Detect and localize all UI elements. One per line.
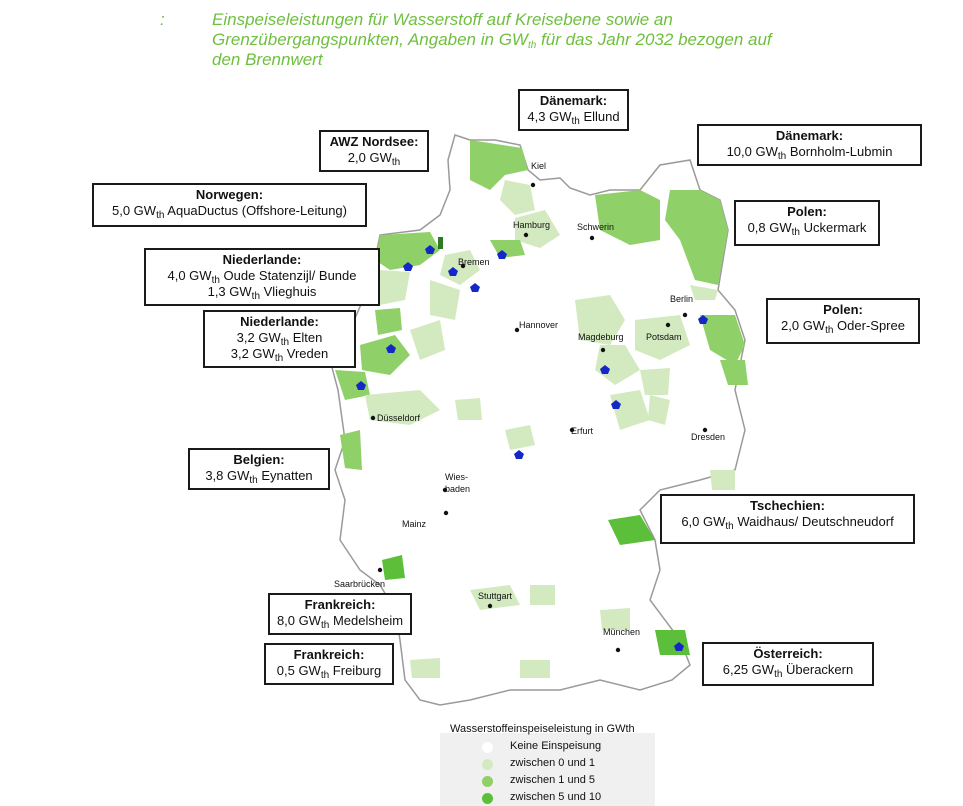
district-bavaria-south	[520, 660, 550, 678]
legend-swatch	[482, 776, 493, 787]
city-label-erfurt: Erfurt	[571, 426, 594, 436]
box-point: Eynatten	[257, 468, 313, 483]
caption-line-2-post: für das Jahr 2032 bezogen auf	[536, 30, 772, 49]
box-country: Frankreich:	[293, 647, 365, 662]
box-norwegen	[92, 183, 367, 227]
box-point: Ellund	[579, 109, 620, 124]
city-dot-hamburg	[524, 233, 528, 237]
box-country: Dänemark:	[539, 93, 608, 108]
box-value: 2,0 GW	[781, 318, 826, 333]
box-unit-sub: th	[211, 275, 220, 286]
box-point: Medelsheim	[329, 613, 404, 628]
box-unit-sub: th	[156, 210, 165, 221]
box-unit-sub: th	[791, 227, 800, 238]
box-point: Uckermark	[799, 220, 867, 235]
legend	[470, 738, 601, 806]
district-ueberackern	[655, 630, 690, 655]
city-dot-saarbruecken	[378, 568, 382, 572]
city-label-duesseldorf: Düsseldorf	[377, 413, 421, 423]
city-dot-stuttgart	[488, 604, 492, 608]
box-country: Niederlande:	[240, 314, 319, 329]
caption-line-2-sub: th	[527, 40, 537, 51]
district-sauerland	[455, 398, 482, 420]
legend-swatch	[482, 793, 493, 804]
legend-label: Keine Einspeisung	[510, 740, 602, 752]
box-value: 5,0 GW	[111, 203, 157, 218]
awz-nordsee-marker	[438, 237, 443, 249]
box-country: Polen:	[787, 204, 827, 219]
box-value: 0,8 GW	[747, 220, 792, 235]
city-label-berlin: Berlin	[670, 294, 694, 304]
city-label-schwerin: Schwerin	[577, 222, 615, 232]
box-value: 2,0 GW	[347, 150, 392, 165]
box-value: 0,5 GW	[276, 663, 321, 678]
box-oesterreich	[702, 642, 874, 686]
box-frankreich-medelsheim	[268, 593, 412, 635]
box-point: Freiburg	[329, 663, 382, 678]
legend-label: zwischen 0 und 1	[510, 757, 595, 769]
box-unit-sub: th	[320, 670, 330, 681]
box-value: 4,0 GW	[167, 268, 212, 283]
legend-swatch	[482, 742, 493, 753]
box-value: 6,25 GW	[722, 662, 775, 677]
city-label-dresden: Dresden	[691, 432, 726, 442]
legend-label: zwischen 1 und 5	[510, 774, 595, 786]
box-country: Tschechien:	[750, 498, 825, 513]
city-label-mainz: Mainz	[402, 519, 427, 529]
city-dot-duesseldorf	[371, 416, 375, 420]
city-label-stuttgart: Stuttgart	[478, 591, 513, 601]
city-label-hannover: Hannover	[519, 320, 559, 330]
box-country: Norwegen:	[195, 187, 264, 202]
box-unit-sub: th	[825, 325, 834, 336]
city-dot-potsdam	[666, 323, 670, 327]
city-label-muenchen: München	[603, 627, 641, 637]
city-label-magdeburg: Magdeburg	[578, 332, 624, 342]
box-value-2: 1,3 GW	[207, 284, 252, 299]
caption-line-2-pre: Grenzübergangspunkten, Angaben in GW	[212, 30, 528, 49]
legend-swatch	[482, 759, 493, 770]
box-country: Niederlande:	[222, 252, 302, 267]
caption-line-1: Einspeiseleistungen für Wasserstoff auf Kreisebene sowie an	[212, 10, 673, 29]
box-unit-sub: th	[725, 521, 734, 532]
city-label-kiel: Kiel	[531, 161, 547, 171]
box-unit-sub: th	[391, 157, 401, 168]
box-country: Frankreich:	[304, 597, 376, 612]
box-belgien	[188, 448, 330, 490]
box-country: Belgien:	[233, 452, 285, 467]
district-swabia	[530, 585, 555, 605]
legend-item	[470, 772, 601, 789]
city-label-potsdam: Potsdam	[646, 332, 682, 342]
city-dot-kiel	[531, 183, 535, 187]
box-polen-uckermark	[734, 200, 880, 246]
legend-item	[470, 789, 601, 806]
box-awz-nordsee	[319, 130, 429, 172]
box-point: Waidhaus/ Deutschneudorf	[733, 514, 894, 529]
box-country: Dänemark:	[775, 128, 844, 143]
city-label-bremen: Bremen	[458, 257, 490, 267]
box-point: Überackern	[782, 662, 854, 677]
box-daenemark-bornholm	[697, 124, 922, 166]
city-dot-schwerin	[590, 236, 594, 240]
box-point: Oder-Spree	[833, 318, 905, 333]
box-value: 3,2 GW	[236, 330, 281, 345]
box-unit-sub: th	[777, 151, 787, 162]
box-country: Österreich:	[753, 646, 823, 661]
city-label-wiesbaden-1: Wies-	[445, 472, 468, 482]
legend-label: zwischen 5 und 10	[510, 791, 602, 803]
legend-title: Wasserstoffeinspeiseleistung in GWth	[450, 723, 635, 735]
box-daenemark-ellund	[518, 89, 629, 131]
box-point: Elten	[289, 330, 323, 345]
legend-item	[470, 755, 601, 772]
box-niederlande-1	[144, 248, 380, 306]
box-unit-sub-2: th	[274, 353, 284, 364]
city-dot-muenchen	[616, 648, 620, 652]
box-point: AquaDuctus (Offshore-Leitung)	[164, 203, 347, 218]
box-unit-sub: th	[571, 116, 580, 127]
box-unit-sub: th	[249, 475, 258, 486]
district-east-border	[710, 470, 735, 490]
city-dot-magdeburg	[601, 348, 605, 352]
district-halle	[640, 368, 670, 395]
box-value: 8,0 GW	[276, 613, 322, 628]
box-country: Polen:	[823, 302, 863, 317]
caption-line-3: den Brennwert	[212, 50, 323, 69]
city-label-saarbruecken: Saarbrücken	[334, 579, 386, 589]
city-dot-berlin	[683, 313, 687, 317]
city-dot-mainz	[444, 511, 448, 515]
box-value-2: 3,2 GW	[230, 346, 275, 361]
box-point-2: Vlieghuis	[260, 284, 317, 299]
box-frankreich-freiburg	[264, 643, 394, 685]
box-value: 4,3 GW	[527, 109, 572, 124]
box-niederlande-2	[203, 310, 356, 368]
box-unit-sub: th	[321, 620, 330, 631]
box-unit-sub-2: th	[251, 291, 261, 302]
box-value: 6,0 GW	[681, 514, 726, 529]
box-unit-sub: th	[280, 337, 290, 348]
district-freiburg	[410, 658, 440, 678]
city-label-hamburg: Hamburg	[513, 220, 551, 230]
box-polen-oder-spree	[766, 298, 920, 344]
caption-lead: :	[160, 10, 165, 29]
box-point-2: Vreden	[283, 346, 329, 361]
box-value: 10,0 GW	[726, 144, 778, 159]
city-label-wiesbaden-2: baden	[445, 484, 471, 494]
box-point: Bornholm-Lubmin	[786, 144, 893, 159]
box-country: AWZ Nordsee:	[329, 134, 419, 149]
box-point: Oude Statenzijl/ Bunde	[219, 268, 357, 283]
legend-item	[470, 738, 601, 755]
box-unit-sub: th	[774, 669, 783, 680]
box-value: 3,8 GW	[205, 468, 250, 483]
box-tschechien	[660, 494, 915, 544]
